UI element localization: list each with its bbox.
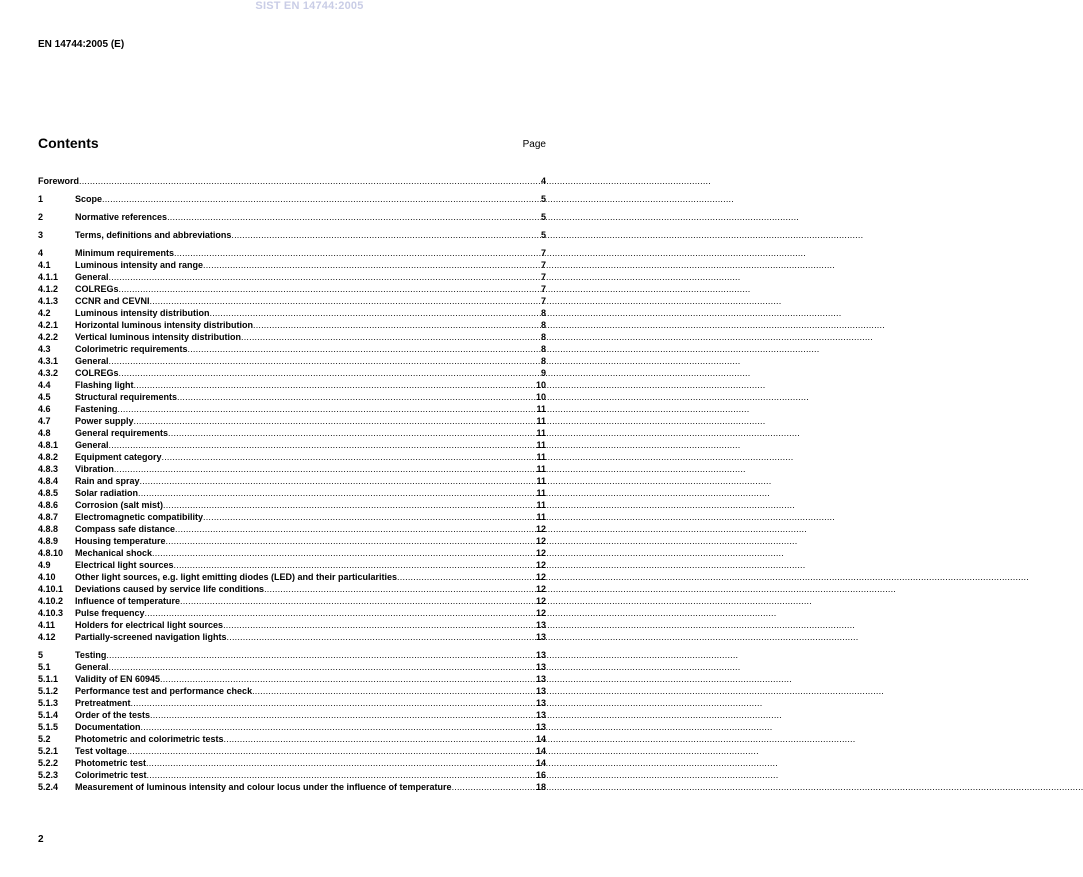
toc-entry-number: 5.2.4 [38,782,59,792]
toc-entry[interactable] [38,595,546,607]
toc-entry-number: 4.12 [38,632,56,642]
toc-entry-title: Minimum requirements [75,248,175,258]
toc-dot-leader [175,523,536,535]
toc-entry-page: 7 [540,284,546,294]
toc-dot-leader [150,709,536,721]
toc-entry[interactable] [38,523,546,535]
toc-entry-title: Vibration [75,464,114,474]
toc-entry-page: 7 [540,296,546,306]
toc-entry-title: Luminous intensity distribution [75,308,210,318]
toc-dot-leader [167,211,541,223]
toc-entry-page: 5 [540,194,546,204]
toc-entry-title: Pulse frequency [75,608,145,618]
toc-entry-title: Validity of EN 60945 [75,674,161,684]
toc-dot-leader [162,451,537,463]
toc-entry-page: 10 [535,380,546,390]
toc-entry-page: 5 [540,212,546,222]
toc-entry-page: 13 [535,686,546,696]
toc-dot-leader [203,511,536,523]
toc-entry-number: 4.8.1 [38,440,59,450]
table-of-contents [38,175,546,793]
toc-entry-title: Horizontal luminous intensity distribution [75,320,253,330]
toc-entry-title: Photometric and colorimetric tests [75,734,224,744]
toc-entry-page: 13 [535,632,546,642]
toc-dot-leader [210,307,541,319]
toc-entry-title: Testing [75,650,107,660]
toc-entry-title: Corrosion (salt mist) [75,500,164,510]
toc-dot-leader [119,283,541,295]
toc-entry-page: 11 [536,500,546,510]
toc-entry[interactable] [38,619,546,631]
toc-dot-leader [174,559,536,571]
toc-entry[interactable] [38,283,546,295]
toc-dot-leader [188,343,541,355]
watermark: SIST EN 14744:2005 [255,0,364,12]
toc-entry[interactable] [38,391,546,403]
toc-entry-title: Flashing light [75,380,134,390]
toc-entry-page: 13 [535,722,546,732]
toc-entry-title: Luminous intensity and range [75,260,204,270]
toc-entry-page: 14 [535,758,546,768]
toc-entry-page: 7 [540,260,546,270]
toc-entry-page: 13 [535,662,546,672]
toc-dot-leader [203,259,541,271]
toc-dot-leader [127,745,536,757]
toc-entry-page: 8 [540,356,546,366]
toc-entry-page: 14 [535,734,546,744]
toc-entry[interactable] [38,769,546,781]
toc-entry-number: 4.8.3 [38,464,59,474]
toc-entry-page: 13 [535,698,546,708]
toc-entry-number: 4.2 [38,308,51,318]
toc-entry-page: 12 [535,584,546,594]
toc-dot-leader [134,379,536,391]
toc-entry[interactable] [38,175,546,187]
toc-dot-leader [231,229,541,241]
toc-entry-title: Fastening [75,404,118,414]
toc-entry-number: 4.8.5 [38,488,59,498]
toc-entry[interactable] [38,331,546,343]
toc-entry[interactable] [38,211,546,223]
toc-entry-title: Colorimetric test [75,770,147,780]
toc-entry-number: 5.1.5 [38,722,59,732]
toc-entry[interactable] [38,427,546,439]
toc-dot-leader [241,331,541,343]
toc-entry-page: 12 [535,608,546,618]
toc-entry[interactable] [38,343,546,355]
toc-dot-leader [397,571,536,583]
toc-entry-number: 5 [38,650,44,660]
toc-dot-leader [174,247,541,259]
toc-entry[interactable] [38,295,546,307]
toc-entry[interactable] [38,487,546,499]
toc-dot-leader [177,391,536,403]
toc-entry[interactable] [38,631,546,643]
toc-entry-title: COLREGs [75,284,119,294]
toc-entry-title: Mechanical shock [75,548,153,558]
toc-dot-leader [109,661,536,673]
toc-entry-number: 4.3 [38,344,51,354]
toc-dot-leader [150,295,541,307]
toc-entry-page: 11 [536,416,546,426]
toc-entry-title: Solar radiation [75,488,139,498]
toc-dot-leader [160,673,536,685]
toc-entry-number: 4.8.10 [38,548,64,558]
toc-entry[interactable] [38,229,546,241]
toc-entry-page: 12 [535,548,546,558]
toc-dot-leader [102,193,541,205]
toc-entry-page: 8 [540,308,546,318]
toc-entry-number: 4.2.2 [38,332,59,342]
toc-dot-leader [224,733,536,745]
toc-entry[interactable] [38,355,546,367]
toc-entry-title: Measurement of luminous intensity and colour locus under the influence of temperature [75,782,452,792]
toc-entry-page: 18 [535,782,546,792]
toc-entry[interactable] [38,709,546,721]
toc-entry-number: 4.8.9 [38,536,59,546]
toc-entry-title: Structural requirements [75,392,178,402]
toc-entry-page: 11 [536,440,546,450]
toc-entry[interactable] [38,247,546,259]
toc-entry-number: 4.10.1 [38,584,64,594]
toc-dot-leader [252,685,536,697]
document-id: EN 14744:2005 (E) [38,39,125,50]
toc-dot-leader [119,367,541,379]
toc-entry[interactable] [38,607,546,619]
toc-dot-leader [180,595,536,607]
toc-entry-title: Influence of temperature [75,596,181,606]
toc-entry[interactable] [38,511,546,523]
toc-entry-number: 4.8.7 [38,512,59,522]
toc-entry-title: Housing temperature [75,536,166,546]
toc-entry-page: 12 [535,524,546,534]
toc-entry[interactable] [38,721,546,733]
toc-entry-page: 11 [536,464,546,474]
toc-entry-number: 4.9 [38,560,51,570]
toc-dot-leader [118,403,537,415]
toc-dot-leader [163,499,536,511]
toc-entry[interactable] [38,319,546,331]
toc-entry-number: 5.1 [38,662,51,672]
toc-entry-title: Equipment category [75,452,162,462]
toc-entry-number: 3 [38,230,44,240]
toc-entry-page: 11 [536,428,546,438]
toc-entry-page: 12 [535,596,546,606]
toc-entry[interactable] [38,379,546,391]
toc-entry-number: 2 [38,212,44,222]
toc-entry-number: 4.10.2 [38,596,64,606]
toc-entry[interactable] [38,661,546,673]
toc-entry-title: General [75,662,109,672]
toc-entry[interactable] [38,367,546,379]
toc-entry-number: 4.1.1 [38,272,59,282]
toc-entry-title: COLREGs [75,368,119,378]
toc-entry-title: Compass safe distance [75,524,176,534]
toc-entry-page: 10 [535,392,546,402]
toc-entry-page: 13 [535,650,546,660]
toc-entry-page: 5 [540,230,546,240]
toc-entry-number: 5.2 [38,734,51,744]
toc-entry-number: 4.10.3 [38,608,64,618]
toc-entry[interactable] [38,439,546,451]
toc-entry-number: 4.8.2 [38,452,59,462]
toc-entry-title: General requirements [75,428,169,438]
toc-dot-leader [452,781,536,793]
toc-entry-title: Deviations caused by service life conditions [75,584,265,594]
toc-entry[interactable] [38,697,546,709]
toc-entry-number: 4.8 [38,428,51,438]
page-number: 2 [38,834,44,845]
toc-entry-page: 13 [535,620,546,630]
toc-entry[interactable] [38,547,546,559]
toc-dot-leader [146,757,536,769]
toc-entry-number: 4.1.2 [38,284,59,294]
toc-dot-leader [264,583,536,595]
toc-entry-title: Vertical luminous intensity distribution [75,332,242,342]
toc-entry-title: Photometric test [75,758,147,768]
toc-entry-title: Normative references [75,212,168,222]
toc-dot-leader [134,415,537,427]
toc-dot-leader [140,475,537,487]
toc-entry-number: Foreword [38,176,80,186]
toc-entry-number: 5.1.1 [38,674,59,684]
toc-entry-title: Holders for electrical light sources [75,620,224,630]
toc-entry-page: 12 [535,572,546,582]
toc-entry-page: 11 [536,512,546,522]
toc-dot-leader [227,631,536,643]
toc-entry-title: Pretreatment [75,698,131,708]
toc-entry[interactable] [38,571,546,583]
toc-entry-title: Documentation [75,722,141,732]
toc-entry-number: 4.1.3 [38,296,59,306]
toc-entry-number: 4.8.8 [38,524,59,534]
toc-dot-leader [223,619,536,631]
toc-entry-title: Other light sources, e.g. light emitting diodes (LED) and their particularities [75,572,398,582]
toc-entry-number: 4.7 [38,416,51,426]
toc-entry[interactable] [38,451,546,463]
toc-entry[interactable] [38,193,546,205]
toc-entry-title: General [75,440,109,450]
toc-entry-title: Colorimetric requirements [75,344,188,354]
toc-entry-title: Terms, definitions and abbreviations [75,230,232,240]
toc-entry-number: 4.5 [38,392,51,402]
toc-entry-title: Partially-screened navigation lights [75,632,227,642]
toc-entry[interactable] [38,745,546,757]
toc-entry-page: 8 [540,320,546,330]
toc-entry-page: 12 [535,560,546,570]
toc-entry-number: 5.1.4 [38,710,59,720]
toc-entry-number: 5.2.3 [38,770,59,780]
toc-entry-number: 4 [38,248,44,258]
toc-entry-page: 13 [535,674,546,684]
toc-dot-leader [138,487,536,499]
toc-entry[interactable] [38,259,546,271]
toc-entry-page: 8 [540,344,546,354]
toc-entry[interactable] [38,271,546,283]
toc-dot-leader [79,175,541,187]
toc-entry-page: 11 [536,476,546,486]
toc-entry-title: Test voltage [75,746,127,756]
toc-dot-leader [253,319,541,331]
toc-entry-page: 16 [535,770,546,780]
toc-entry[interactable] [38,307,546,319]
toc-entry-page: 4 [540,176,546,186]
toc-entry-page: 9 [540,368,546,378]
toc-entry-number: 5.2.1 [38,746,59,756]
toc-dot-leader [145,607,536,619]
toc-entry-page: 11 [536,452,546,462]
toc-entry-number: 4.10 [38,572,56,582]
toc-entry-number: 4.2.1 [38,320,59,330]
toc-entry-number: 4.8.4 [38,476,59,486]
toc-entry-page: 14 [535,746,546,756]
toc-entry-number: 5.1.2 [38,686,59,696]
toc-entry[interactable] [38,463,546,475]
contents-title: Contents [38,135,99,151]
toc-entry-number: 5.1.3 [38,698,59,708]
toc-entry-page: 7 [540,272,546,282]
toc-dot-leader [152,547,536,559]
toc-entry-title: General [75,272,109,282]
toc-entry-page: 11 [536,488,546,498]
toc-entry-page: 13 [535,710,546,720]
toc-entry[interactable] [38,415,546,427]
toc-entry[interactable] [38,673,546,685]
toc-entry-title: Electromagnetic compatibility [75,512,204,522]
toc-entry-title: Performance test and performance check [75,686,253,696]
toc-entry[interactable] [38,559,546,571]
toc-dot-leader [141,721,536,733]
toc-dot-leader [109,355,541,367]
page-column-label: Page [522,139,546,150]
toc-entry-number: 4.6 [38,404,51,414]
toc-dot-leader [166,535,536,547]
toc-entry-page: 11 [536,404,546,414]
toc-dot-leader [114,463,537,475]
toc-entry-number: 4.3.2 [38,368,59,378]
toc-entry-number: 4.8.6 [38,500,59,510]
toc-entry-title: Electrical light sources [75,560,174,570]
toc-entry-title: Order of the tests [75,710,151,720]
toc-entry-title: Rain and spray [75,476,140,486]
toc-entry[interactable] [38,781,546,793]
toc-dot-leader [168,427,536,439]
toc-entry-number: 4.1 [38,260,51,270]
toc-entry-title: General [75,356,109,366]
toc-entry[interactable] [38,403,546,415]
toc-entry[interactable] [38,535,546,547]
toc-entry-page: 12 [535,536,546,546]
toc-dot-leader [106,649,536,661]
toc-entry[interactable] [38,685,546,697]
toc-dot-leader [109,439,537,451]
toc-entry-title: Scope [75,194,103,204]
toc-entry-title: Power supply [75,416,134,426]
toc-entry-number: 4.11 [38,620,56,630]
toc-entry-number: 4.3.1 [38,356,59,366]
toc-entry-title: CCNR and CEVNI [75,296,150,306]
toc-dot-leader [131,697,536,709]
toc-dot-leader [147,769,536,781]
toc-entry[interactable] [38,649,546,661]
toc-dot-leader [109,271,541,283]
toc-entry-number: 5.2.2 [38,758,59,768]
toc-entry-page: 8 [540,332,546,342]
toc-entry-number: 1 [38,194,44,204]
toc-entry-page: 7 [540,248,546,258]
toc-entry[interactable] [38,499,546,511]
toc-entry[interactable] [38,733,546,745]
toc-entry[interactable] [38,583,546,595]
toc-entry[interactable] [38,475,546,487]
toc-entry[interactable] [38,757,546,769]
toc-entry-number: 4.4 [38,380,51,390]
